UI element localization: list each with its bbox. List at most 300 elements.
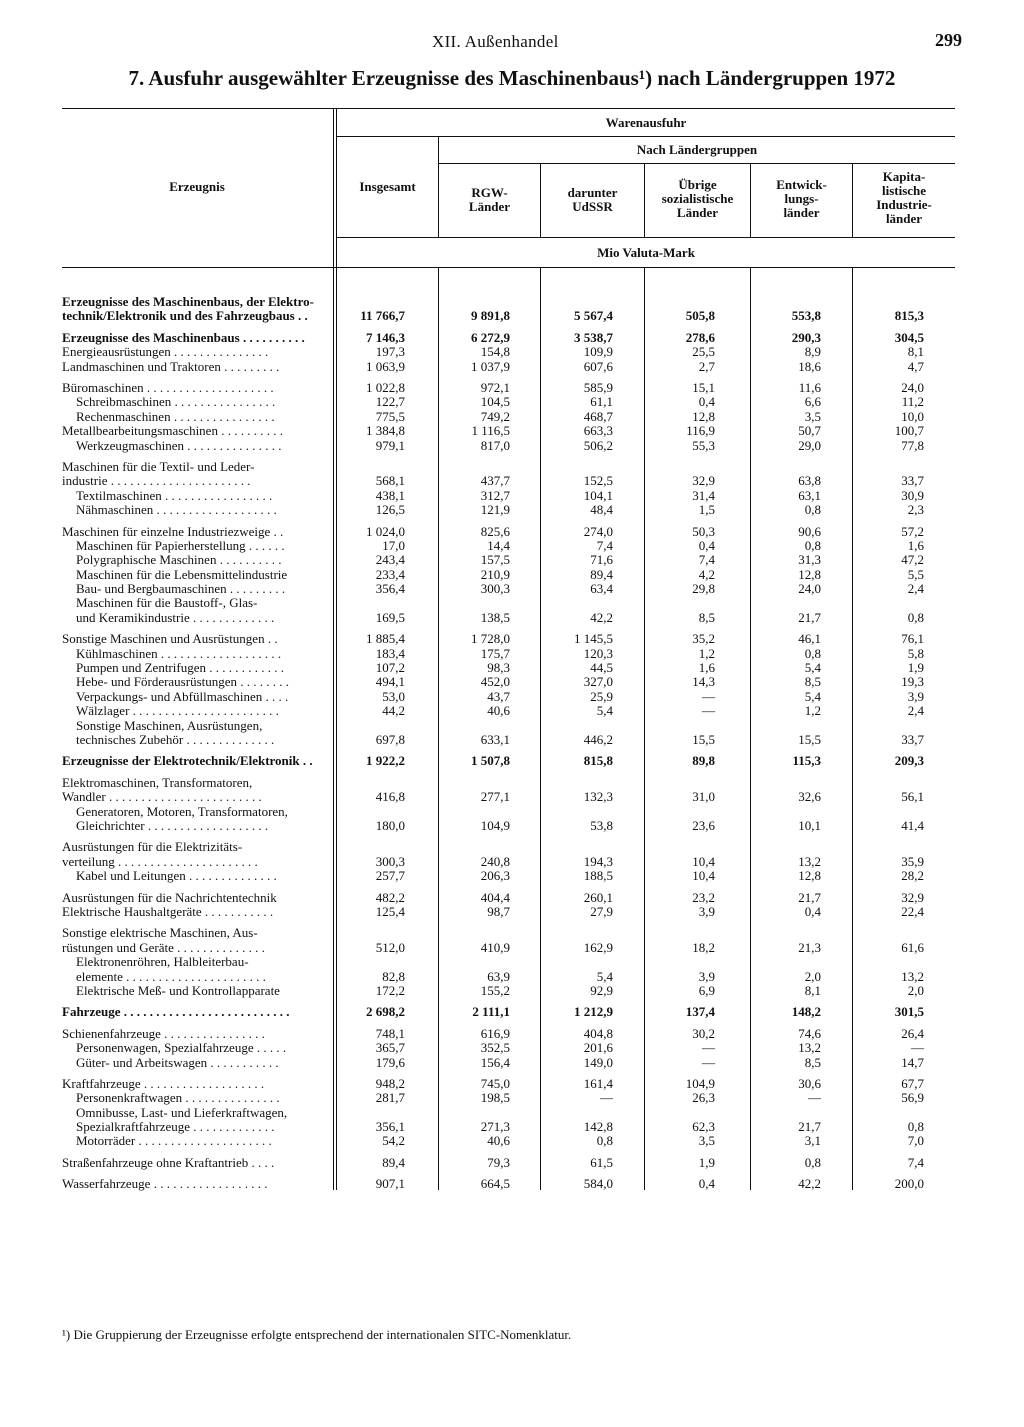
table-row: [0, 1177, 1024, 1191]
header-nach-laendergruppen: Nach Ländergruppen: [636, 142, 758, 157]
row-label-line: industrie . . . . . . . . . . . . . . . . . . . . . .: [62, 473, 251, 489]
row-label-line: elemente . . . . . . . . . . . . . . . . . . . . . .: [76, 968, 266, 984]
value-entwicklung: 0,8: [804, 502, 821, 518]
row-label-line: Schienenfahrzeuge . . . . . . . . . . . . . . . .: [62, 1026, 265, 1041]
row-label-line: Spezialkraftfahrzeuge . . . . . . . . . . . . .: [76, 1119, 275, 1135]
table-body: [0, 288, 1024, 1192]
header-rgw-line: RGW-: [471, 185, 508, 200]
table-row: [0, 905, 1024, 919]
value-insgesamt: 7 146,3: [366, 329, 405, 345]
value-udssr: 48,4: [590, 502, 613, 518]
row-label-line: Elektrische Meß- und Kontrollapparate: [76, 983, 280, 998]
laendergruppen-rule: [438, 163, 955, 164]
value-udssr: 7,4: [596, 537, 613, 553]
value-insgesamt: 979,1: [375, 437, 405, 453]
row-label-line: technisches Zubehör . . . . . . . . . . . . . .: [76, 731, 275, 747]
value-rgw: 43,7: [487, 688, 510, 704]
table-row: [0, 410, 1024, 424]
value-entwicklung: 15,5: [798, 731, 821, 747]
value-udssr: 89,4: [590, 566, 613, 582]
value-kapitalistisch: 67,7: [901, 1075, 924, 1091]
value-kapitalistisch: 1,9: [907, 660, 924, 676]
value-entwicklung: 12,8: [798, 868, 821, 884]
table-row: [0, 1005, 1024, 1019]
value-rgw: 6 272,9: [471, 329, 510, 345]
table-row: [0, 926, 1024, 955]
value-udssr: 25,9: [590, 688, 613, 704]
value-insgesamt: 125,4: [375, 903, 405, 919]
value-rgw: 198,5: [480, 1090, 510, 1106]
value-rgw: 240,8: [480, 853, 510, 869]
table-row: [0, 295, 1024, 324]
value-kapitalistisch: 26,4: [901, 1025, 924, 1041]
value-udssr: 53,8: [590, 817, 613, 833]
value-uebrige: 4,2: [698, 566, 715, 582]
value-udssr: 3 538,7: [574, 329, 613, 345]
row-label-line: Personenkraftwagen . . . . . . . . . . . . . . .: [76, 1091, 280, 1106]
value-uebrige: 62,3: [692, 1119, 715, 1135]
value-rgw: 40,6: [487, 1133, 510, 1149]
row-label-line: Gleichrichter . . . . . . . . . . . . . . . . . . .: [76, 817, 269, 833]
value-kapitalistisch: 61,6: [901, 939, 924, 955]
value-rgw: 749,2: [480, 408, 510, 424]
value-rgw: 404,4: [480, 889, 510, 905]
value-udssr: 61,1: [590, 394, 613, 410]
value-uebrige: —: [702, 703, 715, 719]
value-rgw: 312,7: [480, 487, 510, 503]
value-rgw: 1 037,9: [471, 358, 510, 374]
value-kapitalistisch: 77,8: [901, 437, 924, 453]
row-label: [76, 1056, 342, 1070]
table-row: [0, 460, 1024, 489]
value-uebrige: —: [702, 688, 715, 704]
value-rgw: 745,0: [480, 1075, 510, 1091]
row-label: [62, 460, 328, 489]
table-row: [0, 568, 1024, 582]
row-label-line: Energieausrüstungen . . . . . . . . . . . . . . .: [62, 345, 269, 360]
row-label: [62, 776, 328, 805]
value-rgw: 104,5: [480, 394, 510, 410]
value-entwicklung: 18,6: [798, 358, 821, 374]
table-row: [0, 632, 1024, 646]
header-kapitalistische-line: listische: [881, 183, 927, 198]
value-insgesamt: 53,0: [382, 688, 405, 704]
value-insgesamt: 697,8: [375, 731, 405, 747]
row-label-line: Elektrische Haushaltgeräte . . . . . . . . . . .: [62, 904, 274, 919]
value-entwicklung: 2,0: [804, 968, 821, 984]
value-insgesamt: 89,4: [382, 1154, 405, 1170]
value-uebrige: 6,9: [698, 982, 715, 998]
value-uebrige: —: [702, 1040, 715, 1056]
value-insgesamt: 17,0: [382, 537, 405, 553]
value-rgw: 98,3: [487, 660, 510, 676]
value-kapitalistisch: 5,8: [907, 645, 924, 661]
value-uebrige: 104,9: [685, 1075, 715, 1091]
table-row: [0, 1077, 1024, 1091]
row-label: [62, 424, 328, 438]
value-udssr: 63,4: [590, 581, 613, 597]
row-label: [76, 503, 342, 517]
header-entwicklung-line: Entwick-: [776, 177, 827, 192]
value-rgw: 40,6: [487, 703, 510, 719]
value-kapitalistisch: 14,7: [901, 1054, 924, 1070]
value-insgesamt: 1 384,8: [366, 423, 405, 439]
value-entwicklung: 32,6: [798, 789, 821, 805]
row-label-line: Motorräder . . . . . . . . . . . . . . . . . . . . .: [76, 1134, 272, 1149]
value-udssr: 468,7: [583, 408, 613, 424]
row-label: [76, 596, 342, 625]
row-label-line: Kabel und Leitungen . . . . . . . . . . . . . .: [76, 869, 277, 884]
row-label-line: Straßenfahrzeuge ohne Kraftantrieb . . . .: [62, 1155, 275, 1170]
value-insgesamt: 183,4: [375, 645, 405, 661]
row-label: [62, 331, 328, 345]
value-kapitalistisch: 301,5: [894, 1004, 924, 1020]
value-uebrige: 35,2: [692, 631, 715, 647]
value-kapitalistisch: 7,0: [907, 1133, 924, 1149]
value-rgw: 352,5: [480, 1040, 510, 1056]
value-entwicklung: 0,4: [804, 903, 821, 919]
header-rgw: [439, 186, 540, 214]
value-uebrige: 31,0: [692, 789, 715, 805]
value-rgw: 121,9: [480, 502, 510, 518]
value-rgw: 452,0: [480, 674, 510, 690]
value-uebrige: 26,3: [692, 1090, 715, 1106]
row-label: [76, 568, 342, 582]
value-insgesamt: 300,3: [375, 853, 405, 869]
value-udssr: 104,1: [583, 487, 613, 503]
page-number: 299: [935, 30, 962, 50]
row-label-line: Kraftfahrzeuge . . . . . . . . . . . . . . . . . . .: [62, 1076, 265, 1091]
value-insgesamt: 775,5: [375, 408, 405, 424]
row-label: [62, 525, 328, 539]
value-insgesamt: 169,5: [375, 609, 405, 625]
value-udssr: 1 145,5: [574, 631, 613, 647]
row-label-line: Nähmaschinen . . . . . . . . . . . . . . . . . . .: [76, 503, 277, 518]
value-insgesamt: 512,0: [375, 939, 405, 955]
value-entwicklung: 50,7: [798, 423, 821, 439]
header-insgesamt: Insgesamt: [359, 179, 416, 194]
table-row: [0, 690, 1024, 704]
value-kapitalistisch: 1,6: [907, 537, 924, 553]
row-label-line: Generatoren, Motoren, Transformatoren,: [76, 804, 288, 819]
value-uebrige: 18,2: [692, 939, 715, 955]
value-rgw: 154,8: [480, 344, 510, 360]
value-insgesamt: 257,7: [375, 868, 405, 884]
row-label-line: Kühlmaschinen . . . . . . . . . . . . . . . . . . .: [76, 646, 282, 661]
header-unit: Mio Valuta-Mark: [597, 245, 695, 260]
value-insgesamt: 180,0: [375, 817, 405, 833]
table-row: [0, 647, 1024, 661]
value-insgesamt: 494,1: [375, 674, 405, 690]
row-label-line: Pumpen und Zentrifugen . . . . . . . . . . . .: [76, 661, 284, 676]
row-label: [76, 1106, 342, 1135]
value-udssr: 0,8: [596, 1133, 613, 1149]
row-label: [62, 381, 328, 395]
value-uebrige: 29,8: [692, 581, 715, 597]
value-udssr: 446,2: [583, 731, 613, 747]
value-udssr: 5 567,4: [574, 308, 613, 324]
value-kapitalistisch: 56,9: [901, 1090, 924, 1106]
table-row: [0, 439, 1024, 453]
value-kapitalistisch: 32,9: [901, 889, 924, 905]
value-insgesamt: 438,1: [375, 487, 405, 503]
row-label: [76, 1091, 342, 1105]
value-udssr: 584,0: [583, 1176, 613, 1192]
value-insgesamt: 179,6: [375, 1054, 405, 1070]
value-udssr: 260,1: [583, 889, 613, 905]
value-kapitalistisch: 815,3: [894, 308, 924, 324]
value-entwicklung: 46,1: [798, 631, 821, 647]
value-rgw: 175,7: [480, 645, 510, 661]
row-label-line: Maschinen für die Baustoff-, Glas-: [76, 596, 258, 611]
value-kapitalistisch: 28,2: [901, 868, 924, 884]
value-udssr: 109,9: [583, 344, 613, 360]
value-rgw: 2 111,1: [472, 1004, 510, 1020]
value-insgesamt: 356,1: [375, 1119, 405, 1135]
value-udssr: 815,8: [583, 753, 613, 769]
value-rgw: 616,9: [480, 1025, 510, 1041]
value-udssr: 161,4: [583, 1075, 613, 1091]
row-label-line: Maschinen für die Lebensmittelindustrie: [76, 567, 288, 582]
row-label: [76, 1041, 342, 1055]
value-uebrige: 32,9: [692, 473, 715, 489]
value-kapitalistisch: 2,4: [907, 703, 924, 719]
value-udssr: 61,5: [590, 1154, 613, 1170]
value-uebrige: 15,5: [692, 731, 715, 747]
row-label-line: Metallbearbeitungsmaschinen . . . . . . . . . .: [62, 424, 283, 439]
row-label: [76, 539, 342, 553]
value-entwicklung: 0,8: [804, 537, 821, 553]
value-uebrige: 15,1: [692, 379, 715, 395]
value-kapitalistisch: 35,9: [901, 853, 924, 869]
value-entwicklung: 8,9: [804, 344, 821, 360]
value-entwicklung: 42,2: [798, 1176, 821, 1192]
value-uebrige: 12,8: [692, 408, 715, 424]
row-label-line: Bau- und Bergbaumaschinen . . . . . . . . .: [76, 582, 286, 597]
row-label-line: Landmaschinen und Traktoren . . . . . . . . .: [62, 359, 280, 374]
row-label-line: Maschinen für die Textil- und Leder-: [62, 459, 255, 474]
table-top-rule: [62, 108, 955, 109]
value-rgw: 817,0: [480, 437, 510, 453]
value-kapitalistisch: 209,3: [894, 753, 924, 769]
header-uebrige-line: sozialistische: [661, 191, 734, 206]
header-udssr: [541, 186, 644, 214]
value-uebrige: —: [702, 1054, 715, 1070]
value-rgw: 156,4: [480, 1054, 510, 1070]
row-label: [62, 754, 328, 768]
value-kapitalistisch: 33,7: [901, 731, 924, 747]
value-rgw: 1 728,0: [471, 631, 510, 647]
value-kapitalistisch: 33,7: [901, 473, 924, 489]
table-row: [0, 539, 1024, 553]
value-kapitalistisch: 76,1: [901, 631, 924, 647]
value-udssr: 71,6: [590, 552, 613, 568]
value-entwicklung: 5,4: [804, 660, 821, 676]
value-entwicklung: 6,6: [804, 394, 821, 410]
value-entwicklung: 290,3: [791, 329, 821, 345]
value-uebrige: 23,2: [692, 889, 715, 905]
value-uebrige: 7,4: [698, 552, 715, 568]
value-rgw: 271,3: [480, 1119, 510, 1135]
value-kapitalistisch: 30,9: [901, 487, 924, 503]
row-label: [62, 1027, 328, 1041]
header-entwicklung-line: länder: [783, 205, 820, 220]
header-kapitalistische-line: Kapita-: [882, 169, 926, 184]
row-label: [76, 489, 342, 503]
table-row: [0, 553, 1024, 567]
row-label-line: Erzeugnisse des Maschinenbaus . . . . . . . . . .: [62, 330, 305, 345]
row-label-line: Erzeugnisse der Elektrotechnik/Elektronik . .: [62, 754, 313, 769]
table-row: [0, 776, 1024, 805]
row-label: [62, 891, 328, 905]
value-entwicklung: 11,6: [798, 379, 821, 395]
value-uebrige: 55,3: [692, 437, 715, 453]
value-kapitalistisch: 56,1: [901, 789, 924, 805]
value-insgesamt: 1 024,0: [366, 523, 405, 539]
table-row: [0, 1041, 1024, 1055]
value-uebrige: 1,2: [698, 645, 715, 661]
row-label-line: Omnibusse, Last- und Lieferkraftwagen,: [76, 1105, 288, 1120]
value-entwicklung: 12,8: [798, 566, 821, 582]
value-rgw: 9 891,8: [471, 308, 510, 324]
row-label-line: Hebe- und Förderausrüstungen . . . . . . . .: [76, 675, 290, 690]
table-row: [0, 704, 1024, 718]
header-uebrige-line: Übrige: [678, 177, 717, 192]
value-rgw: 437,7: [480, 473, 510, 489]
header-uebrige: [645, 178, 750, 220]
header-entwicklung-line: lungs-: [784, 191, 819, 206]
table-row: [0, 525, 1024, 539]
row-label-line: Elektronenröhren, Halbleiterbau-: [76, 955, 249, 970]
value-rgw: 633,1: [480, 731, 510, 747]
value-udssr: 42,2: [590, 609, 613, 625]
row-label: [76, 805, 342, 834]
value-uebrige: 0,4: [698, 537, 715, 553]
value-kapitalistisch: 200,0: [894, 1176, 924, 1192]
row-label: [62, 1177, 328, 1191]
value-udssr: 274,0: [583, 523, 613, 539]
page-header: [0, 28, 1024, 58]
value-rgw: 157,5: [480, 552, 510, 568]
value-udssr: 120,3: [583, 645, 613, 661]
value-insgesamt: 907,1: [375, 1176, 405, 1192]
section-title: XII. Außenhandel: [432, 32, 559, 51]
value-kapitalistisch: 13,2: [901, 968, 924, 984]
row-label-line: Ausrüstungen für die Nachrichtentechnik: [62, 890, 277, 905]
value-kapitalistisch: 19,3: [901, 674, 924, 690]
table-row: [0, 395, 1024, 409]
value-entwicklung: 3,5: [804, 408, 821, 424]
row-label-line: Fahrzeuge . . . . . . . . . . . . . . . . . . . . . . . . . .: [62, 1005, 290, 1020]
table-row: [0, 360, 1024, 374]
value-kapitalistisch: 8,1: [907, 344, 924, 360]
row-label-line: verteilung . . . . . . . . . . . . . . . . . . . . . .: [62, 853, 258, 869]
value-insgesamt: 2 698,2: [366, 1004, 405, 1020]
table-row: [0, 582, 1024, 596]
row-label-line: Wälzlager . . . . . . . . . . . . . . . . . . . . . . .: [76, 704, 279, 719]
value-uebrige: 14,3: [692, 674, 715, 690]
row-label: [62, 360, 328, 374]
value-udssr: 27,9: [590, 903, 613, 919]
row-label: [62, 926, 328, 955]
table-row: [0, 1056, 1024, 1070]
value-kapitalistisch: 3,9: [907, 688, 924, 704]
value-udssr: 162,9: [583, 939, 613, 955]
table-row: [0, 891, 1024, 905]
row-label-line: Wasserfahrzeuge . . . . . . . . . . . . . . . . . .: [62, 1177, 268, 1192]
value-entwicklung: 21,7: [798, 609, 821, 625]
value-uebrige: 31,4: [692, 487, 715, 503]
table-row: [0, 719, 1024, 748]
row-label-line: Personenwagen, Spezialfahrzeuge . . . . .: [76, 1041, 287, 1056]
value-insgesamt: 44,2: [382, 703, 405, 719]
header-kapitalistische: [853, 170, 955, 226]
value-rgw: 972,1: [480, 379, 510, 395]
value-insgesamt: 356,4: [375, 581, 405, 597]
row-label: [76, 675, 342, 689]
value-insgesamt: 482,2: [375, 889, 405, 905]
value-rgw: 206,3: [480, 868, 510, 884]
value-rgw: 1 507,8: [471, 753, 510, 769]
row-label-line: und Keramikindustrie . . . . . . . . . . . . .: [76, 609, 275, 625]
value-entwicklung: 115,3: [792, 753, 821, 769]
row-label: [76, 704, 342, 718]
value-udssr: 201,6: [583, 1040, 613, 1056]
value-insgesamt: 416,8: [375, 789, 405, 805]
table-row: [0, 381, 1024, 395]
value-entwicklung: 0,8: [804, 645, 821, 661]
value-uebrige: 278,6: [685, 329, 715, 345]
header-udssr-line: UdSSR: [572, 199, 613, 214]
value-insgesamt: 197,3: [375, 344, 405, 360]
value-uebrige: 0,4: [698, 394, 715, 410]
value-insgesamt: 1 922,2: [366, 753, 405, 769]
value-kapitalistisch: 5,5: [907, 566, 924, 582]
value-entwicklung: 30,6: [798, 1075, 821, 1091]
value-entwicklung: 21,7: [798, 1119, 821, 1135]
value-uebrige: 137,4: [685, 1004, 715, 1020]
value-insgesamt: 122,7: [375, 394, 405, 410]
value-rgw: 14,4: [487, 537, 510, 553]
value-uebrige: 1,6: [698, 660, 715, 676]
table-row: [0, 661, 1024, 675]
table-row: [0, 489, 1024, 503]
value-insgesamt: 948,2: [375, 1075, 405, 1091]
row-label: [76, 869, 342, 883]
header-kapitalistische-line: länder: [885, 211, 923, 226]
value-insgesamt: 365,7: [375, 1040, 405, 1056]
row-label-line: Polygraphische Maschinen . . . . . . . . . .: [76, 553, 282, 568]
value-entwicklung: 31,3: [798, 552, 821, 568]
value-uebrige: 1,9: [698, 1154, 715, 1170]
value-entwicklung: 8,5: [804, 1054, 821, 1070]
table-row: [0, 424, 1024, 438]
value-entwicklung: 29,0: [798, 437, 821, 453]
table-row: [0, 675, 1024, 689]
value-uebrige: 3,9: [698, 903, 715, 919]
value-udssr: 585,9: [583, 379, 613, 395]
row-label: [76, 553, 342, 567]
row-label: [76, 719, 342, 748]
row-label: [62, 905, 328, 919]
value-insgesamt: 1 022,8: [366, 379, 405, 395]
value-kapitalistisch: 0,8: [907, 1119, 924, 1135]
table-row: [0, 754, 1024, 768]
row-label: [76, 690, 342, 704]
value-kapitalistisch: 22,4: [901, 903, 924, 919]
value-rgw: 210,9: [480, 566, 510, 582]
row-label-line: Maschinen für Papierherstellung . . . . . .: [76, 538, 285, 553]
